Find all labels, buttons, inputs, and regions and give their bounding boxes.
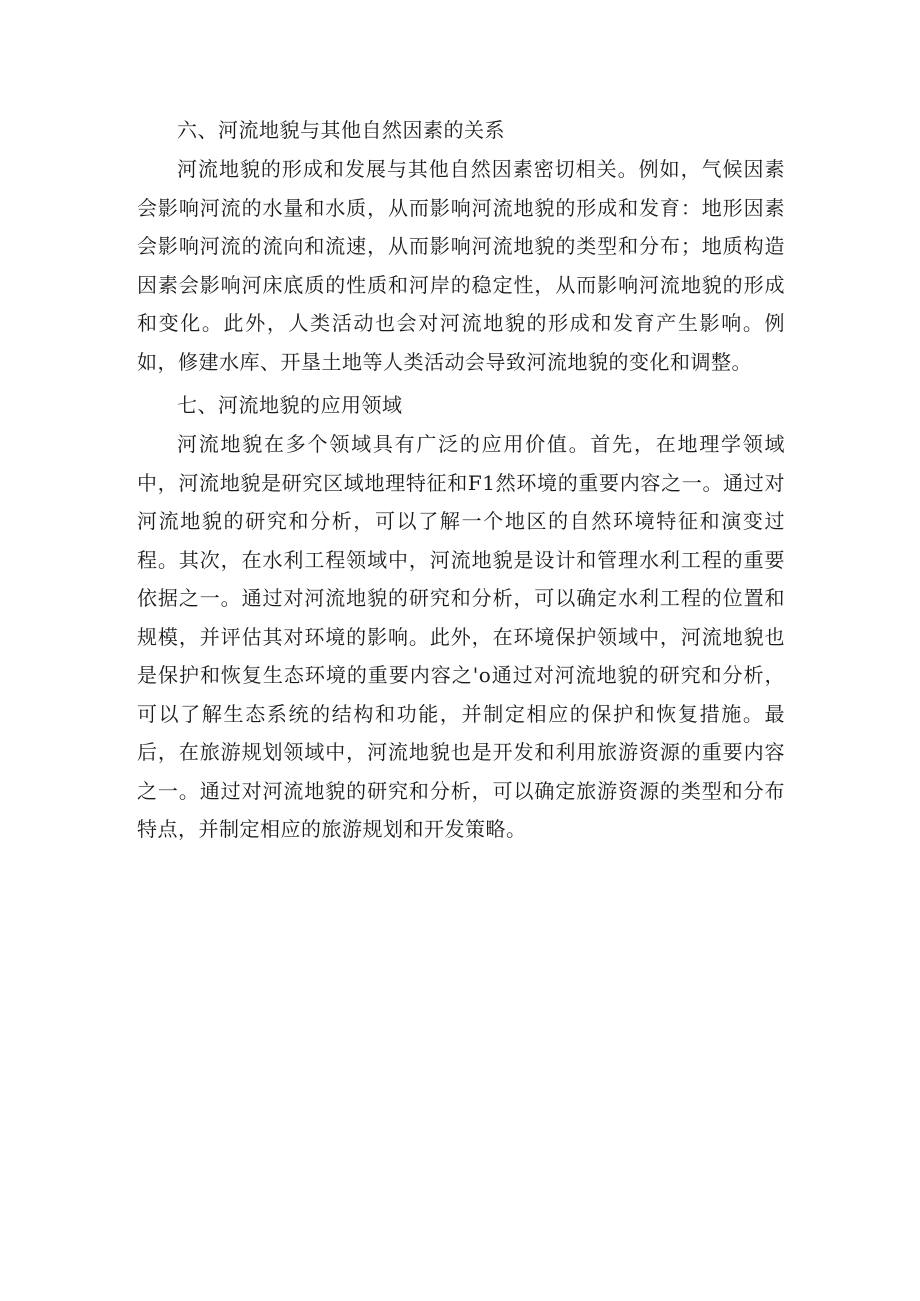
document-page xyxy=(137,110,785,849)
section-paragraph-6: 河流地貌的形成和发展与其他自然因素密切相关。例如，气候因素会影响河流的水量和水质，从而影响河流地貌的形成和发育：地形因素会影响河流的流向和流速，从而影响河流地貌的类型和分布；地质构造因素会影响河床底质的性质和河岸的稳定性，从而影响河流地貌的形成和变化。此外，人类活动也会对河流地貌的形成和发育产生影响。例如，修建水库、开垦土地等人类活动会导致河流地貌的变化和调整。 xyxy=(137,157,785,374)
section-heading-6: 六、河流地貌与其他自然因素的关系 xyxy=(177,118,505,142)
section-paragraph-7: 河流地貌在多个领域具有广泛的应用价值。首先，在地理学领域中，河流地貌是研究区域地理特征和F1然环境的重要内容之一。通过对河流地貌的研究和分析，可以了解一个地区的自然环境特征和演变过程。其次，在水利工程领域中，河流地貌是设计和管理水利工程的重要依据之一。通过对河流地貌的研究和分析，可以确定水利工程的位置和规模，并评估其对环境的影响。此外，在环境保护领域中，河流地貌也是保护和恢复生态环境的重要内容之'o通过对河流地貌的研究和分析，可以了解生态系统的结构和功能，并制定相应的保护和恢复措施。最后，在旅游规划领域中，河流地貌也是开发和利用旅游资源的重要内容之一。通过对河流地貌的研究和分析，可以确定旅游资源的类型和分布特点，并制定相应的旅游规划和开发策略。 xyxy=(137,432,785,841)
section-heading-7: 七、河流地貌的应用领域 xyxy=(177,393,403,417)
